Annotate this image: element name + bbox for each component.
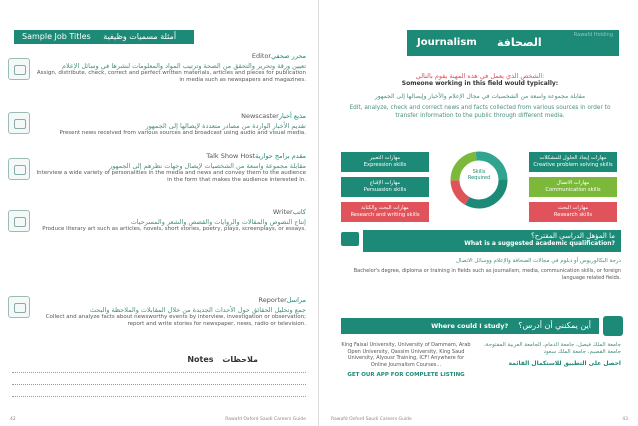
graduation-cap-icon xyxy=(341,232,359,246)
body-en: Edit, analyze, check and correct news and facts collected from various sources in order to transfer information to the public through different media. xyxy=(349,105,611,119)
job-title-ar: مذيع أخبار xyxy=(278,112,306,120)
job-editor xyxy=(36,52,306,84)
job-title-en: Talk Show Host xyxy=(206,152,256,160)
job-desc-ar: تعيين ورقة وتحرير والتحقق من الصحة وترتيب المواد والمعلومات لنشرها في وسائل الإعلام xyxy=(62,62,306,70)
skill-persuasion xyxy=(341,177,429,197)
skill-ar: مهارات الاتصال xyxy=(556,180,590,186)
banner-en: Journalism xyxy=(417,37,477,48)
job-desc-en: Assign, distribute, check, correct and perfect written materials, articles and pieces for publication in media such as newspapers and magazines. xyxy=(36,70,306,83)
skill-problem-solving xyxy=(529,152,617,172)
job-desc-en: Collect and analyze facts about newsworthy events by interview, investigation or observation; report and write stories for newspaper, news, radio or television. xyxy=(45,314,306,327)
footer-guide-right: Rawafd Oxford Saudi Careers Guide xyxy=(331,417,412,422)
study-list-en: King Faisal University, University of Dammam, Arab Open University, Qassim University, King Saud University, Alyousr Training, ICF! Anywhere for Online Journalism Courses... xyxy=(341,342,471,368)
study-cta-en[interactable]: GET OUR APP FOR COMPLETE LISTING xyxy=(347,372,465,378)
skill-ar: مهارات البحث والكتابة xyxy=(361,205,409,211)
skill-en: Communication skills xyxy=(545,186,601,193)
qualification-banner xyxy=(363,230,621,252)
brand-watermark: Rawafd Holding xyxy=(573,32,613,38)
body-ar: مقابلة مجموعة واسعة من الشخصيات في مجال الإعلام والأخبار وإيصالها إلى الجمهور xyxy=(374,93,586,100)
skills-center-label: Skills Required xyxy=(467,169,491,181)
job-writer xyxy=(36,208,306,233)
qual-body-en: Bachelor's degree, diploma or training in fields such as journalism, media, communication skills, or foreign language related fields. xyxy=(353,268,621,281)
skill-ar: مهارات إيجاد الحلول للمشكلات xyxy=(539,155,607,161)
skill-en: Creative problem solving skills xyxy=(533,161,613,168)
qual-ar: ما المؤهل الدراسي المقترح؟ xyxy=(531,232,615,240)
banner-en: Sample Job Titles xyxy=(22,32,91,41)
banner-ar: الصحافة xyxy=(497,36,542,49)
journalism-banner xyxy=(407,30,619,56)
study-list-ar-block xyxy=(483,342,621,367)
study-banner xyxy=(341,318,599,334)
skill-ar: مهارات البحث xyxy=(557,205,589,211)
job-title-en: Newscaster xyxy=(241,112,279,120)
job-desc-en: Interview a wide variety of personalities in the media and news and convey them to the audience in the form that makes the audience interested in. xyxy=(36,170,306,183)
talk-show-icon xyxy=(8,158,30,180)
job-reporter xyxy=(36,296,306,328)
skill-research-writing xyxy=(341,202,429,222)
skill-ar: مهارات الإقناع xyxy=(369,180,401,186)
study-list-en-block xyxy=(341,342,471,378)
editor-icon xyxy=(8,58,30,80)
job-talk-show-host xyxy=(36,152,306,184)
qualification-body xyxy=(341,258,621,281)
skill-ar: مهارات التعبير xyxy=(369,155,401,161)
notes-line xyxy=(12,384,306,385)
qual-en: What is a suggested academic qualification? xyxy=(464,240,615,247)
pen-icon xyxy=(8,210,30,232)
notes-line xyxy=(12,372,306,373)
notes-ar: ملاحظات xyxy=(222,355,258,364)
job-desc-en: Produce literary art such as articles, novels, short stories, poetry, plays, screenplays, or essays. xyxy=(42,226,306,232)
study-cta-ar[interactable]: احصل على التطبيق للاستكمال القائمة xyxy=(508,360,621,367)
q1-en: Someone working in this field would typically: xyxy=(401,80,559,87)
banner-ar: أمثلة مسميات وظيفية xyxy=(103,32,177,41)
skill-en: Research skills xyxy=(553,211,593,218)
job-title-ar: كاتب xyxy=(292,208,306,216)
study-en: Where could I study? xyxy=(431,322,509,330)
job-title-en: Editor xyxy=(251,52,272,60)
job-desc-en: Present news received from various sources and broadcast using audio and visual media. xyxy=(59,130,306,136)
notes-line xyxy=(12,396,306,397)
notes-en: Notes xyxy=(187,355,214,364)
microphone-icon xyxy=(8,112,30,134)
reporter-icon xyxy=(8,296,30,318)
q1-ar: الشخص الذي يعمل في هذه المهنة يقوم بالتالي: xyxy=(415,72,545,80)
skill-en: Persuasion skills xyxy=(363,186,407,193)
job-title-en: Writer xyxy=(272,208,293,216)
skill-research xyxy=(529,202,617,222)
typical-duties xyxy=(339,72,621,120)
page-number-left: 42 xyxy=(10,417,16,422)
job-title-ar: محرر صحفي xyxy=(271,52,306,60)
footer-guide-left: Rawafd Oxford Saudi Careers Guide xyxy=(225,417,306,422)
skill-communication xyxy=(529,177,617,197)
qual-body-ar: درجة البكالوريوس أو دبلوم في مجالات الصحافة والإعلام ووسائل الاتصال xyxy=(456,258,621,264)
study-list-ar: جامعة الملك فيصل، جامعة الدمام، الجامعة العربية المفتوحة، جامعة القصيم، جامعة الملك سعود xyxy=(483,342,621,355)
job-newscaster xyxy=(36,112,306,137)
job-desc-ar: إنتاج النصوص والمقالات والروايات والقصص والشعر والمسرحيات xyxy=(130,218,306,226)
right-page xyxy=(319,0,638,426)
page-number-right: 43 xyxy=(622,417,628,422)
skill-en: Research and writing skills xyxy=(350,211,420,218)
job-desc-ar: تقديم الأخبار الواردة من مصادر متعددة لإيصالها إلى الجمهور xyxy=(145,122,306,130)
job-desc-ar: جمع وتحليل الحقائق حول الأحداث الجديدة من خلال المقابلات والملاحظة والبحث xyxy=(89,306,306,314)
job-desc-ar: مقابلة مجموعة واسعة من الشخصيات لإيصال وجهات نظرهم إلى الجمهور xyxy=(109,162,306,170)
university-icon xyxy=(603,316,623,336)
job-title-ar: مراسل xyxy=(286,296,306,304)
skill-en: Expression skills xyxy=(363,161,407,168)
sample-job-titles-banner xyxy=(14,30,194,44)
skill-expression xyxy=(341,152,429,172)
job-title-ar: مقدم برامج حوارية xyxy=(255,152,306,160)
notes-heading xyxy=(187,355,258,364)
job-title-en: Reporter xyxy=(258,296,287,304)
study-ar: أين يمكنني أن أدرس؟ xyxy=(518,321,591,330)
